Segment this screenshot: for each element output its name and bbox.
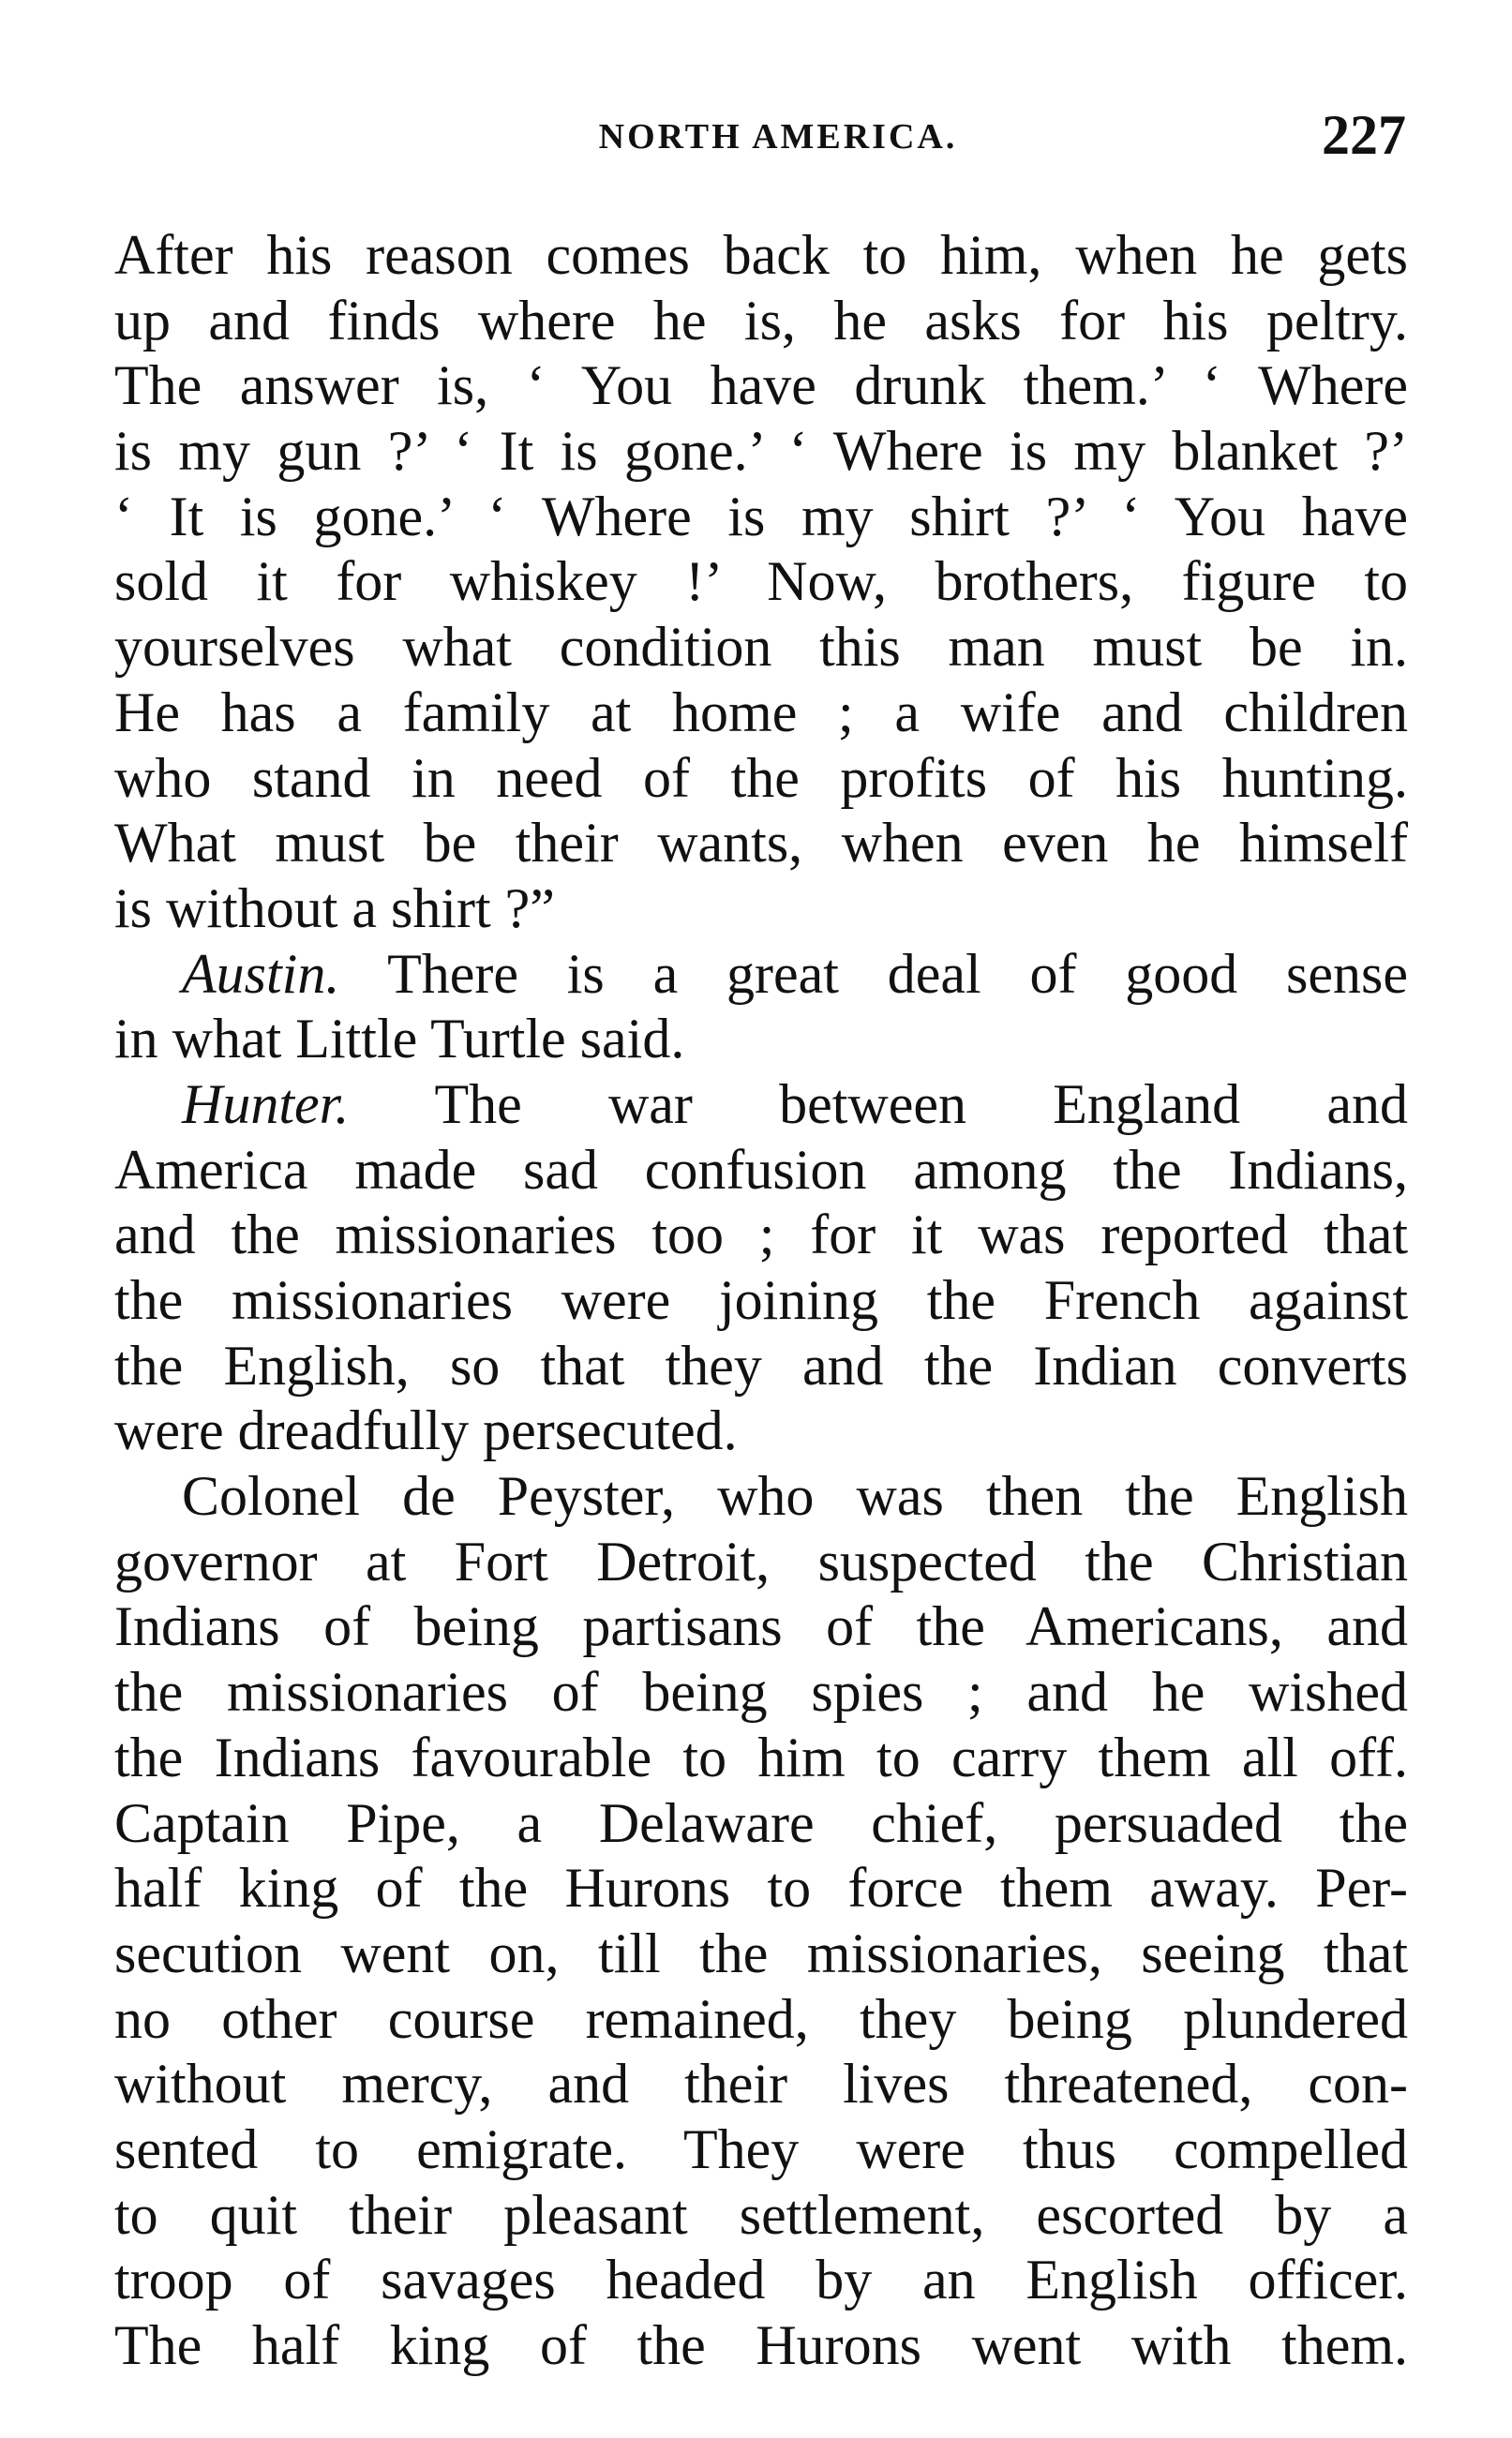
speaker-name: Hunter. — [182, 1072, 350, 1135]
dialogue-line — [114, 942, 1408, 1008]
speech-text: The war between England and — [434, 1072, 1408, 1135]
text-line: without mercy, and their lives threatened, con- — [114, 2053, 1408, 2116]
text-line: to quit their pleasant settlement, escorted by a — [114, 2183, 1408, 2246]
text-line: troop of savages headed by an English officer. — [114, 2249, 1408, 2311]
text-line: ‘ It is gone.’ ‘ Where is my shirt ?’ ‘ You have — [114, 485, 1408, 547]
text-line: What must be their wants, when even he himself — [114, 812, 1408, 875]
speech-text: There is a great deal of good sense — [387, 942, 1408, 1005]
text-line: the Indians favourable to him to carry them all off. — [114, 1726, 1408, 1788]
text-line: half king of the Hurons to force them away. Per- — [114, 1857, 1408, 1920]
text-line: secution went on, till the missionaries, seeing that — [114, 1922, 1408, 1984]
text-line: no other course remained, they being plundered — [114, 1987, 1408, 2050]
text-line: Colonel de Peyster, who was then the English — [182, 1465, 1408, 1528]
dialogue-line — [114, 1072, 1408, 1138]
text-line: yourselves what condition this man must be in. — [114, 616, 1408, 679]
text-line: the English, so that they and the Indian converts — [114, 1334, 1408, 1397]
text-line: and the missionaries too ; for it was reported that — [114, 1204, 1408, 1266]
text-line: is my gun ?’ ‘ It is gone.’ ‘ Where is my blanket ?’ — [114, 420, 1408, 483]
page-number: 227 — [1322, 104, 1406, 166]
text-line: in what Little Turtle said. — [114, 1008, 685, 1070]
text-line: is without a shirt ?” — [114, 876, 555, 939]
text-line: The answer is, ‘ You have drunk them.’ ‘ Where — [114, 354, 1408, 417]
text-line: America made sad confusion among the Indians, — [114, 1138, 1408, 1201]
text-line: were dreadfully persecuted. — [114, 1399, 738, 1462]
text-line: After his reason comes back to him, when he gets — [114, 224, 1408, 286]
text-line: He has a family at home ; a wife and children — [114, 681, 1408, 743]
text-line: up and finds where he is, he asks for his peltry. — [114, 289, 1408, 351]
text-line: Captain Pipe, a Delaware chief, persuaded the — [114, 1791, 1408, 1854]
text-line: sented to emigrate. They were thus compelled — [114, 2117, 1408, 2180]
text-line: governor at Fort Detroit, suspected the Christian — [114, 1530, 1408, 1593]
speaker-name: Austin. — [182, 942, 340, 1005]
running-title: NORTH AMERICA. — [598, 117, 958, 157]
body-text — [114, 223, 1408, 2379]
text-line: The half king of the Hurons went with them. — [114, 2314, 1408, 2376]
text-line: the missionaries were joining the French against — [114, 1269, 1408, 1331]
text-line: who stand in need of the profits of his hunting. — [114, 746, 1408, 809]
text-line: sold it for whiskey !’ Now, brothers, figure to — [114, 550, 1408, 613]
text-line: the missionaries of being spies ; and he wished — [114, 1661, 1408, 1724]
text-line: Indians of being partisans of the Americans, and — [114, 1595, 1408, 1658]
running-head — [112, 103, 1406, 169]
